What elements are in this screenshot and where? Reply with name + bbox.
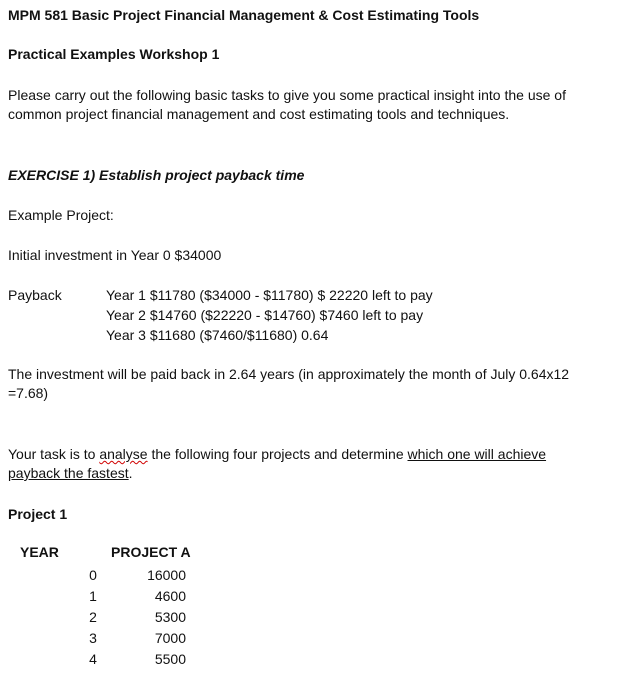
task-mid: the following four projects and determine — [147, 446, 408, 462]
task-emphasis-1: which one will achieve — [407, 446, 547, 462]
column-header-year: YEAR — [20, 544, 59, 560]
value-cell: 5300 — [154, 609, 186, 625]
payback-label: Payback — [8, 287, 62, 303]
document-title: MPM 581 Basic Project Financial Management & Cost Estimating Tools — [8, 7, 480, 23]
payback-row-year-3: Year 3 $11680 ($7460/$11680) 0.64 — [106, 327, 329, 343]
value-cell: 7000 — [154, 630, 186, 646]
payback-rows — [106, 285, 433, 345]
exercise-heading: EXERCISE 1) Establish project payback time — [8, 167, 305, 183]
intro-line-1: Please carry out the following basic tasks to give you some practical insight into the use of — [8, 87, 566, 103]
result-line-2: =7.68) — [8, 385, 49, 401]
table-row — [8, 588, 268, 609]
table-row — [8, 630, 268, 651]
project-heading: Project 1 — [8, 506, 68, 522]
year-cell: 2 — [89, 609, 97, 625]
year-cell: 4 — [89, 651, 97, 667]
year-cell: 0 — [89, 567, 97, 583]
intro-line-2: common project financial management and cost estimating tools and techniques. — [8, 106, 510, 122]
example-label: Example Project: — [8, 207, 114, 223]
value-cell: 16000 — [147, 567, 186, 583]
task-prefix: Your task is to — [8, 446, 100, 462]
table-row — [8, 609, 268, 630]
value-cell: 5500 — [154, 651, 186, 667]
table-row — [8, 651, 268, 672]
value-cell: 4600 — [154, 588, 186, 604]
result-line-1: The investment will be paid back in 2.64 years (in approximately the month of July 0.64x12 — [8, 366, 570, 382]
task-line-1 — [8, 445, 546, 463]
year-cell: 1 — [89, 588, 97, 604]
table-row — [8, 567, 268, 588]
task-spellcheck-word: analyse — [99, 446, 148, 462]
column-header-project: PROJECT A — [111, 544, 191, 560]
workshop-subtitle: Practical Examples Workshop 1 — [8, 46, 220, 62]
initial-investment: Initial investment in Year 0 $34000 — [8, 247, 222, 263]
year-cell: 3 — [89, 630, 97, 646]
payback-row-year-2: Year 2 $14760 ($22220 - $14760) $7460 left to pay — [106, 307, 424, 323]
payback-row-year-1: Year 1 $11780 ($34000 - $11780) $ 22220 left to pay — [106, 287, 433, 303]
task-line-2 — [8, 464, 133, 482]
task-end: . — [128, 465, 133, 481]
task-emphasis-2: payback the fastest — [8, 465, 129, 481]
